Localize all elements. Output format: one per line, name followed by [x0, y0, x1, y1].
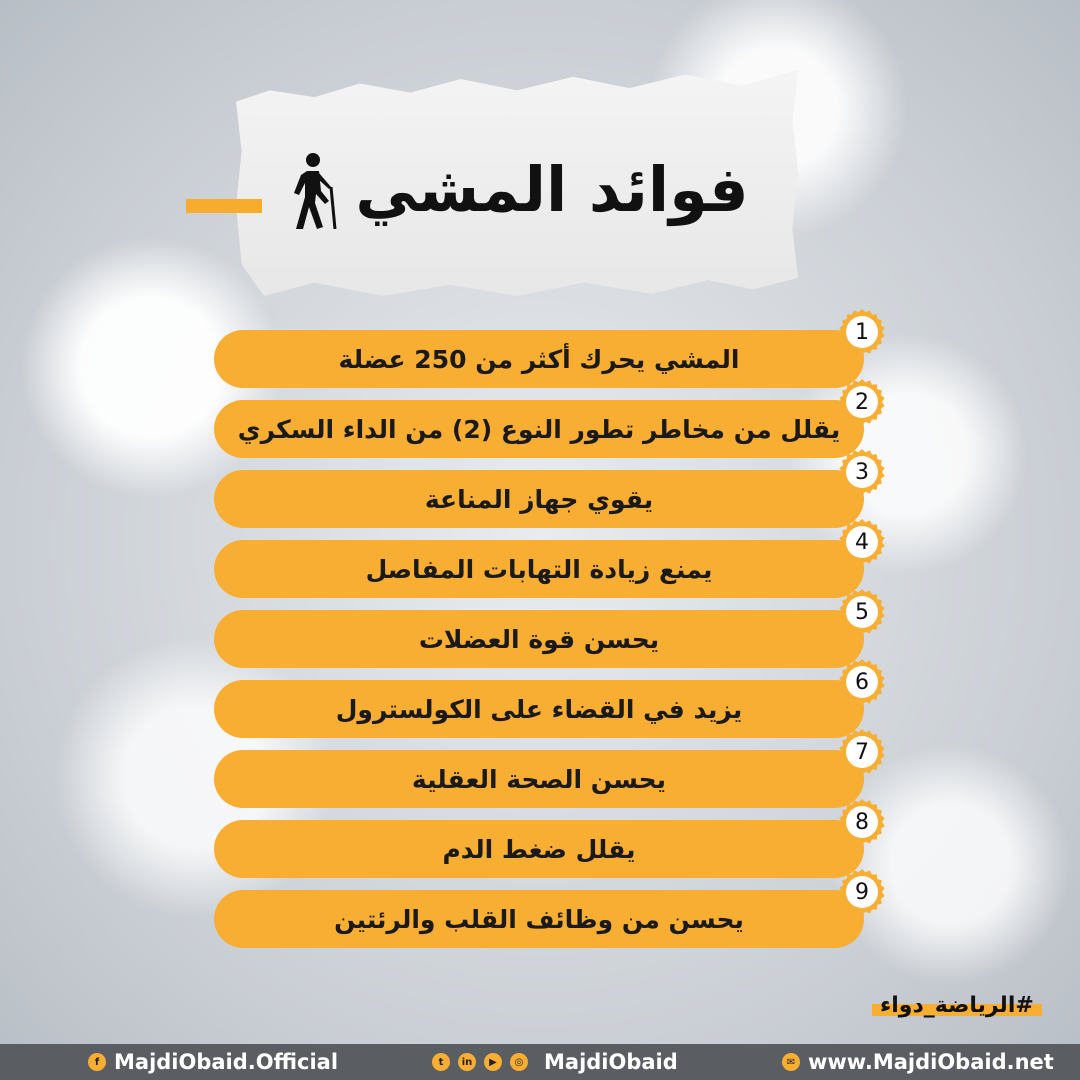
facebook-handle: MajdiObaid.Official	[114, 1050, 339, 1074]
number-badge	[838, 378, 886, 426]
number-badge	[838, 798, 886, 846]
footer-bar	[0, 1044, 1080, 1080]
facebook-link[interactable]	[88, 1044, 338, 1080]
benefit-text: المشي يحرك أكثر من 250 عضلة	[338, 344, 740, 374]
benefit-text: يمنع زيادة التهابات المفاصل	[365, 554, 713, 584]
badge-number: 9	[855, 879, 869, 905]
twitter-icon: t	[432, 1053, 450, 1071]
website-link[interactable]	[782, 1044, 1054, 1080]
benefit-item	[214, 330, 864, 388]
youtube-icon: ▶	[484, 1053, 502, 1071]
benefit-text: يقلل من مخاطر تطور النوع (2) من الداء السكري	[237, 414, 841, 444]
facebook-icon: f	[88, 1053, 106, 1071]
website-url: www.MajdiObaid.net	[808, 1050, 1054, 1074]
hashtag-label	[872, 992, 1042, 1018]
number-badge	[838, 728, 886, 776]
badge-number: 2	[855, 389, 869, 415]
benefit-item	[214, 400, 864, 458]
benefit-text: يقوي جهاز المناعة	[424, 484, 654, 514]
number-badge	[838, 448, 886, 496]
benefit-item	[214, 890, 864, 948]
benefit-item	[214, 820, 864, 878]
hashtag-text: #الرياضة_دواء	[880, 992, 1034, 1018]
social-links[interactable]	[432, 1044, 678, 1080]
number-badge	[838, 518, 886, 566]
mail-icon: ✉	[782, 1053, 800, 1071]
benefit-text: يقلل ضغط الدم	[442, 834, 636, 864]
social-handle: MajdiObaid	[544, 1050, 678, 1074]
number-badge	[838, 658, 886, 706]
badge-number: 8	[855, 809, 869, 835]
badge-number: 3	[855, 459, 869, 485]
benefit-text: يحسن قوة العضلات	[418, 624, 660, 654]
benefit-text: يزيد في القضاء على الكولسترول	[335, 694, 743, 724]
page-title: فوائد المشي	[355, 153, 749, 226]
benefit-item	[214, 680, 864, 738]
title-row	[236, 140, 798, 240]
badge-number: 4	[855, 529, 869, 555]
badge-number: 5	[855, 599, 869, 625]
instagram-icon: ◎	[510, 1053, 528, 1071]
benefit-text: يحسن الصحة العقلية	[411, 764, 667, 794]
number-badge	[838, 868, 886, 916]
badge-number: 7	[855, 739, 869, 765]
number-badge	[838, 308, 886, 356]
benefit-item	[214, 750, 864, 808]
linkedin-icon: in	[458, 1053, 476, 1071]
benefit-item	[214, 610, 864, 668]
number-badge	[838, 588, 886, 636]
benefit-item	[214, 470, 864, 528]
benefit-text: يحسن من وظائف القلب والرئتين	[334, 904, 744, 934]
walking-person-icon	[285, 151, 337, 229]
badge-number: 1	[855, 319, 869, 345]
badge-number: 6	[855, 669, 869, 695]
benefit-item	[214, 540, 864, 598]
